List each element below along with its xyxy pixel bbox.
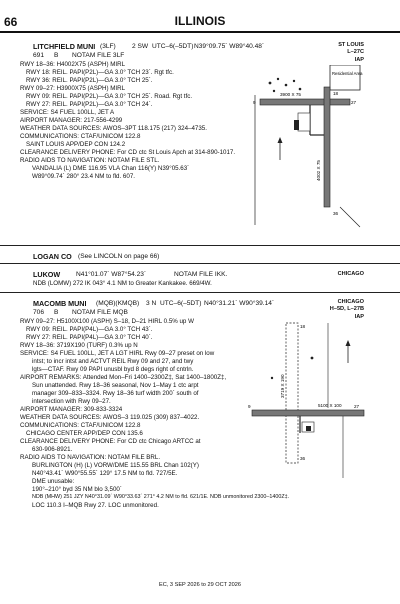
macomb-line: CLEARANCE DELIVERY PHONE: For CD ctc Chicago ARTCC at [20,438,201,445]
macomb-line: BURLINGTON (H) (L) VORW/DME 115.55 BRL Chan 102(Y) [32,462,199,469]
litchfield-sectional: ST LOUIS [338,42,364,48]
litchfield-title: LITCHFIELD MUNI [33,42,96,51]
macomb-coords: N40°31.21´ W90°39.14´ [204,300,275,307]
macomb-line: N40°43.41´ W90°55.55´ 129° 17.5 NM to fld. 727/5E. [32,470,178,477]
macomb-iap: IAP [354,313,364,320]
macomb-rwy-b-label: 3719 X 190 [280,374,285,398]
litchfield-utc: UTC–6(–5DT) [152,43,194,50]
macomb-line: 190°–210° byd 35 NM blo 3,500´ [32,486,122,493]
litchfield-num-9: 9 [253,100,256,105]
macomb-airport-diagram [248,318,368,483]
section-rule [0,245,400,246]
residential-label: Residential Area [332,71,363,76]
litchfield-line: W89°09.74´ 280° 23.4 NM to fld. 607. [32,173,135,180]
macomb-notam: NOTAM FILE MQB [72,309,128,316]
logan-title: LOGAN CO [33,252,72,261]
hangar [306,426,311,431]
macomb-utc: UTC–6(–5DT) [160,300,202,307]
hangar [294,120,299,130]
litchfield-num-18: 18 [333,91,339,96]
macomb-line: CHICAGO CENTER APP/DEP CON 135.6 [26,430,143,437]
macomb-line: DME unusable: [32,478,75,485]
apron [298,113,310,131]
litchfield-line: RWY 09: REIL. PAPI(P2L)—GA 3.0° TCH 25´. Road. Rgt tfc. [26,93,193,100]
macomb-fuel-b: B [54,309,59,316]
macomb-line: intersection with Rwy 09–27. [32,398,111,405]
lukow-sectional: CHICAGO [337,271,364,277]
macomb-line: lgts—CTAF. Rwy 09 PAPI unusbl byd 8 degs right of cntrln. [32,366,194,373]
litchfield-right-block [338,42,364,64]
macomb-num-36: 36 [300,456,306,461]
litchfield-iap: IAP [354,56,364,63]
macomb-sectional: CHICAGO [337,299,364,305]
state-title: ILLINOIS [174,14,226,28]
macomb-rwy-a-label: 5100 X 100 [318,403,342,408]
litchfield-num-27: 27 [351,100,357,105]
litchfield-airport-diagram [250,65,365,230]
macomb-line: NDB (MHW) 251 JZY N40°31.09´ W90°33.63´ 271° 4.2 NM to fld. 621/1E. NDB unmonitored 2300–1400Z‡. [32,494,290,500]
macomb-line: 630-906-8921. [32,446,73,453]
macomb-line: RWY 18–36: 3719X190 (TURF) 0.3% up N [20,342,138,349]
road [340,207,360,227]
macomb-line: RWY 27: REIL. PAPI(P4L)—GA 3.0° TCH 40´. [26,334,153,341]
runway-09-27 [260,99,350,105]
litchfield-line: RWY 18–36: H4002X75 (ASPH) MIRL [20,61,126,68]
macomb-num-9: 9 [248,404,251,409]
north-arrow-head [278,137,283,143]
section-rule [0,292,400,293]
macomb-line: RWY 09–27: H5100X100 (ASPH) S–18, D–21 HIRL 0.5% up W [20,318,194,325]
litchfield-line: RWY 36: REIL. PAPI(P2L)—GA 3.0° TCH 25´. [26,77,153,84]
north-arrow-head [346,340,351,346]
macomb-line: WEATHER DATA SOURCES: AWOS–3 119.025 (309) 837–4022. [20,414,200,421]
section-rule [0,263,400,264]
litchfield-line: WEATHER DATA SOURCES: AWOS–3PT 118.175 (217) 324–4735. [20,125,207,132]
macomb-elev: 706 [33,309,45,316]
macomb-line: intst; to incr intst and ACTVT REIL Rwy 09 and 27, and twy [32,358,194,365]
lukow-line: NDB (LOMW) 272 IK 043° 4.1 NM to Greater Kankakee. 669/4W. [33,280,212,287]
tree-dots [269,78,302,92]
macomb-line: COMMUNICATIONS: CTAF/UNICOM 122.8 [20,422,141,429]
litchfield-notam: NOTAM FILE 3LF [72,52,125,59]
macomb-dist: 3 N [146,300,157,307]
litchfield-fuel-b: B [54,52,59,59]
header-rule [0,31,400,33]
litchfield-line: COMMUNICATIONS: CTAF/UNICOM 122.8 [20,133,141,140]
litchfield-lcode: L–27C [347,49,364,56]
macomb-line: Sun unattended. Rwy 18–36 seasonal, Nov 1–May 1 ctc arpt [32,382,199,389]
macomb-line: AIRPORT MANAGER: 309-833-3324 [20,406,123,413]
obstruction [311,357,314,360]
litchfield-rwy-a-label: 4002 X 75 [316,160,321,181]
page-header [0,0,400,30]
litchfield-line: SAINT LOUIS APP/DEP CON 124.2 [26,141,126,148]
litchfield-num-36: 36 [333,211,339,216]
residential-area-box [330,65,360,90]
macomb-num-27: 27 [354,404,360,409]
obstruction [271,377,273,379]
litchfield-line: RWY 27: REIL. PAPI(P2L)—GA 3.0° TCH 24´. [26,101,153,108]
litchfield-ident: (3LF) [100,43,116,50]
macomb-lcode: H–5D, L–27B [329,306,364,313]
lukow-coords: N41°01.07´ W87°54.23´ [76,271,147,278]
litchfield-line: VANDALIA (L) DME 116.95 VLA Chan 116(Y) N39°05.63´ [32,165,190,172]
macomb-num-18: 18 [300,324,306,329]
logan-text: (See LINCOLN on page 66) [78,253,160,260]
runway-09-27 [252,410,364,416]
lukow-title: LUKOW [33,270,61,279]
macomb-line: SERVICE: S4 FUEL 100LL, JET A LGT HIRL Rwy 09–27 preset on low [20,350,215,357]
footer-effective-dates: EC, 3 SEP 2026 to 29 OCT 2026 [159,582,241,588]
macomb-line: LOC 110.3 I–MQB Rwy 27. LOC unmonitored. [32,502,159,509]
litchfield-line: RWY 09–27: H3900X75 (ASPH) MIRL [20,85,126,92]
macomb-line: AIRPORT REMARKS: Attended Mon–Fri 1400–2300Z‡, Sat 1400–1800Z‡, [20,374,227,381]
litchfield-line: RADIO AIDS TO NAVIGATION: NOTAM FILE STL. [20,157,160,164]
litchfield-elev: 691 [33,52,45,59]
lukow-notam: NOTAM FILE IKK. [174,271,228,278]
macomb-title: MACOMB MUNI [33,299,87,308]
litchfield-rwy-b-label: 3900 X 75 [280,92,301,97]
runway-18-36-turf [286,323,298,463]
page-number: 66 [4,15,18,29]
litchfield-line: RWY 18: REIL. PAPI(P2L)—GA 3.0° TCH 23´. Rgt tfc. [26,69,174,76]
macomb-ident: (MQB)(KMQB) [96,300,140,307]
litchfield-coords: N39°09.75´ W89°40.48´ [194,43,265,50]
litchfield-line: SERVICE: S4 FUEL 100LL, JET A [20,109,115,116]
macomb-line: RWY 09: REIL. PAPI(P4L)—GA 3.0° TCH 43´. [26,326,153,333]
macomb-line: RADIO AIDS TO NAVIGATION: NOTAM FILE BRL. [20,454,161,461]
litchfield-dist: 2 SW [132,43,149,50]
litchfield-line: CLEARANCE DELIVERY PHONE: For CD ctc St Louis Apch at 314-890-1017. [20,149,236,156]
litchfield-line: AIRPORT MANAGER: 217-556-4299 [20,117,123,124]
runway-18-36 [324,87,330,207]
macomb-line: manager 309–833–3324. Rwy 18–36 turf width 200´ south of [32,390,199,397]
